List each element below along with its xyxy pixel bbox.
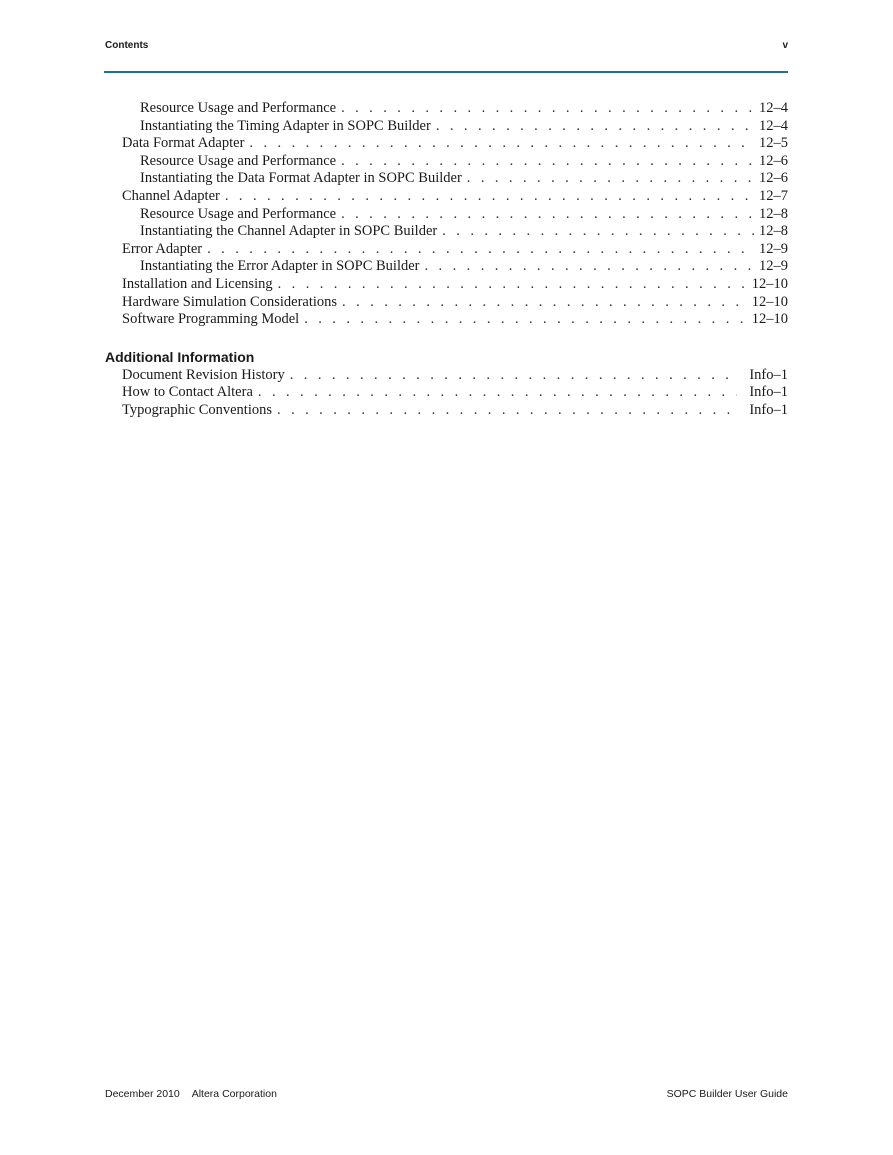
dot-leader xyxy=(277,402,737,420)
toc-entry-title: Installation and Licensing xyxy=(122,275,273,292)
dot-leader xyxy=(467,170,754,188)
toc-entry-title: Resource Usage and Performance xyxy=(140,152,337,169)
dot-leader xyxy=(341,153,754,171)
toc-entry-title: Error Adapter xyxy=(122,240,203,257)
toc-entry-page: Info–1 xyxy=(749,366,788,383)
toc-entry-title: How to Contact Altera xyxy=(122,384,253,401)
toc-entry-title: Typographic Conventions xyxy=(122,401,273,418)
toc-entry[interactable] xyxy=(105,206,788,224)
additional-information-heading[interactable]: Additional Information xyxy=(105,348,255,365)
toc-entry-page: 12–4 xyxy=(759,100,788,116)
toc-entry[interactable] xyxy=(105,367,788,385)
dot-leader xyxy=(436,118,754,136)
toc-entry-page: 12–6 xyxy=(759,152,788,169)
dot-leader xyxy=(342,294,747,312)
toc-entry[interactable] xyxy=(105,153,788,171)
toc-entry[interactable] xyxy=(105,100,788,118)
dot-leader xyxy=(278,276,747,294)
dot-leader xyxy=(304,311,747,329)
toc-entry-page: 12–7 xyxy=(759,187,788,204)
toc-entry-page: 12–6 xyxy=(759,170,788,187)
toc-entry-page: 12–8 xyxy=(759,223,788,240)
toc-entry-page: 12–10 xyxy=(751,275,788,292)
dot-leader xyxy=(341,206,754,224)
dot-leader xyxy=(290,367,737,385)
toc-entry-page: Info–1 xyxy=(749,384,788,401)
dot-leader xyxy=(425,258,755,276)
toc-entry-title: Instantiating the Channel Adapter in SOPC Builder xyxy=(140,223,438,240)
dot-leader xyxy=(249,135,754,153)
page-header xyxy=(105,40,788,56)
toc-entry[interactable] xyxy=(105,188,788,206)
toc-entry[interactable] xyxy=(105,258,788,276)
toc-entry-title: Hardware Simulation Considerations xyxy=(122,293,338,310)
toc-entry-title: Document Revision History xyxy=(122,366,285,383)
toc-entry-title: Channel Adapter xyxy=(122,187,220,204)
toc-entry[interactable] xyxy=(105,294,788,312)
toc-entry-title: Data Format Adapter xyxy=(122,135,245,152)
toc-entry[interactable] xyxy=(105,384,788,402)
footer-date: December 2010 xyxy=(105,1088,180,1100)
page-footer xyxy=(105,1088,788,1102)
toc-entry-page: 12–9 xyxy=(759,240,788,257)
toc-entry[interactable] xyxy=(105,276,788,294)
footer-company: Altera Corporation xyxy=(191,1088,277,1100)
toc-entry[interactable] xyxy=(105,311,788,329)
dot-leader xyxy=(225,188,754,206)
toc-entry[interactable] xyxy=(105,402,788,420)
toc-entry[interactable] xyxy=(105,223,788,241)
toc-entry-page: 12–9 xyxy=(759,258,788,275)
toc-entry[interactable] xyxy=(105,170,788,188)
toc-entry-title: Instantiating the Error Adapter in SOPC Builder xyxy=(140,258,420,275)
toc-entry-page: Info–1 xyxy=(749,401,788,418)
toc-entry-title: Resource Usage and Performance xyxy=(140,205,337,222)
toc-entry[interactable] xyxy=(105,241,788,259)
toc-entry[interactable] xyxy=(105,135,788,153)
header-section-title: Contents xyxy=(105,40,149,51)
toc-entry-page: 12–4 xyxy=(759,117,788,134)
header-page-number: v xyxy=(782,40,788,51)
table-of-contents xyxy=(105,100,788,420)
toc-entry[interactable] xyxy=(105,118,788,136)
footer-left xyxy=(105,1088,277,1100)
dot-leader xyxy=(442,223,754,241)
toc-entry-title: Software Programming Model xyxy=(122,311,300,328)
toc-entry-title: Resource Usage and Performance xyxy=(140,100,337,116)
toc-entry-title: Instantiating the Timing Adapter in SOPC Builder xyxy=(140,117,431,134)
toc-entry-page: 12–10 xyxy=(751,293,788,310)
dot-leader xyxy=(207,241,754,259)
dot-leader xyxy=(258,384,737,402)
header-rule xyxy=(104,71,788,73)
dot-leader xyxy=(341,100,754,118)
toc-entry-page: 12–5 xyxy=(759,135,788,152)
toc-entry-title: Instantiating the Data Format Adapter in SOPC Builder xyxy=(140,170,462,187)
toc-entry-page: 12–10 xyxy=(751,311,788,328)
footer-document-title: SOPC Builder User Guide xyxy=(666,1088,788,1100)
toc-entry-page: 12–8 xyxy=(759,205,788,222)
